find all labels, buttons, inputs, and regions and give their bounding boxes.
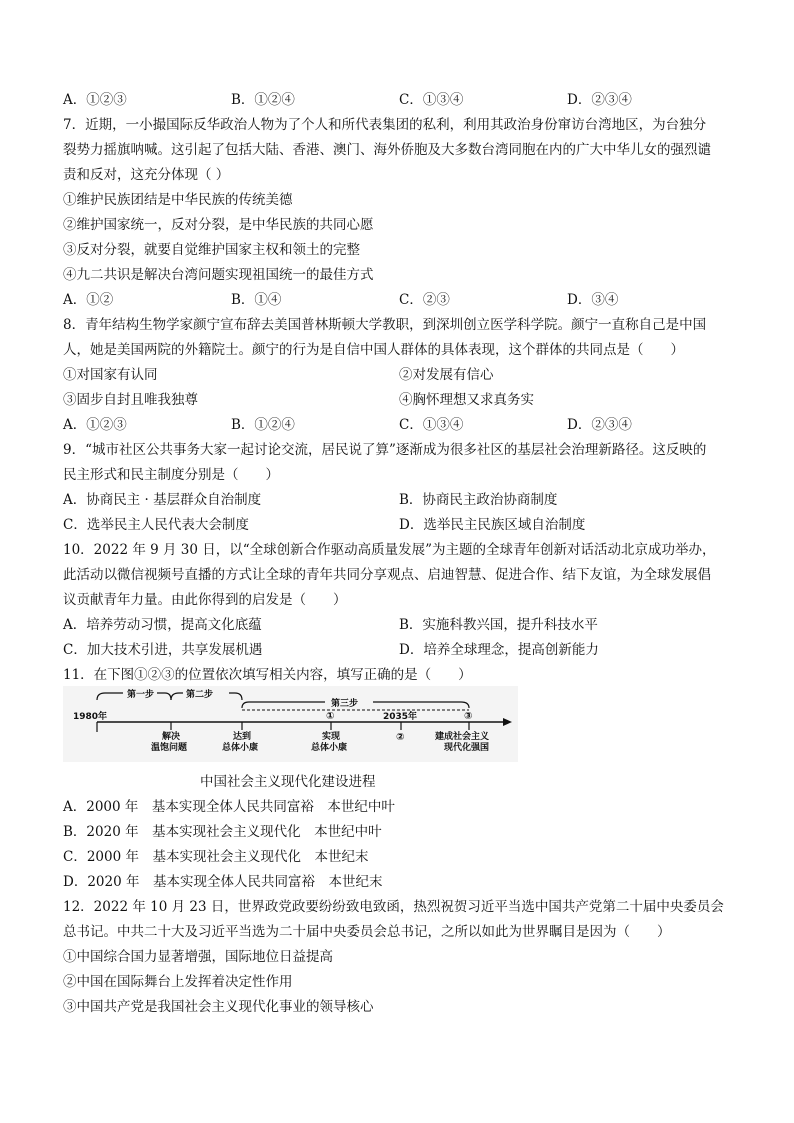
q9-option-d: D．选举民主民族区域自治制度 [399, 517, 586, 533]
q12-statement: ①中国综合国力显著增强，国际地位日益提高 [63, 949, 333, 965]
q7-stem-line: 7．近期，一小撮国际反华政治人物为了个人和所代表集团的私利，利用其政治身份窜访台湾地区，为台独分 [63, 117, 707, 133]
figure-caption: 中国社会主义现代化建设进程 [200, 774, 376, 790]
q8-statement: ③固步自封且唯我独尊 [63, 392, 198, 408]
q8-option-c: C．①③④ [399, 417, 464, 433]
milestone-label: 实现 [322, 732, 341, 742]
q6-option-c: C．①③④ [399, 92, 464, 108]
q10-option-a: A．培养劳动习惯，提高文化底蕴 [63, 617, 262, 633]
q11-option-b: B．2020 年 基本实现社会主义现代化 本世纪中叶 [63, 824, 382, 840]
q10-option-d: D．培养全球理念，提高创新能力 [399, 642, 599, 658]
q7-option-a: A．①② [63, 292, 114, 308]
blank-mark-1: ① [326, 711, 335, 722]
q8-option-d: D．②③④ [567, 417, 632, 433]
q9-option-b: B．协商民主政治协商制度 [399, 492, 558, 508]
q11-option-d: D．2020 年 基本实现全体人民共同富裕 本世纪末 [63, 874, 383, 890]
q7-statement: ①维护民族团结是中华民族的传统美德 [63, 192, 293, 208]
modernization-timeline-figure [63, 686, 518, 762]
q8-statement: ①对国家有认同 [63, 367, 158, 383]
q9-option-c: C．选举民主人民代表大会制度 [63, 517, 249, 533]
milestone-label: 解决 [162, 732, 181, 742]
q9-stem-line: 9．“城市社区公共事务大家一起讨论交流，居民说了算”逐渐成为很多社区的基层社会治理新路径。这反映的 [63, 442, 707, 458]
milestone-label: 总体小康 [311, 743, 348, 753]
q8-statement: ④胸怀理想又求真务实 [399, 392, 534, 408]
q11-stem: 11．在下图①②③的位置依次填写相关内容，填写正确的是（ ） [63, 667, 472, 683]
milestone-label: 达到 [233, 732, 252, 742]
q10-stem-line: 议贡献青年力量。由此你得到的启发是（ ） [63, 592, 347, 608]
q10-option-b: B．实施科教兴国，提升科技水平 [399, 617, 598, 633]
q10-stem-line: 10．2022 年 9 月 30 日，以“全球创新合作驱动高质量发展”为主题的全球青年创新对话活动北京成功举办， [63, 542, 716, 558]
q6-option-b: B．①②④ [231, 92, 295, 108]
q11-option-c: C．2000 年 基本实现社会主义现代化 本世纪末 [63, 849, 369, 865]
q12-stem-line: 总书记。中共二十大及习近平当选为二十届中央委员会总书记，之所以如此为世界瞩目是因为（ ） [63, 924, 671, 940]
q6-option-d: D．②③④ [567, 92, 632, 108]
milestone-label: 温饱问题 [151, 743, 188, 753]
q10-option-c: C．加大技术引进，共享发展机遇 [63, 642, 263, 658]
q8-stem-line: 人，她是美国两院的外籍院士。颜宁的行为是自信中国人群体的具体表现，这个群体的共同点是（ ） [63, 342, 684, 358]
q6-option-a: A．①②③ [63, 92, 127, 108]
q7-option-c: C．②③ [399, 292, 450, 308]
q7-statement: ②维护国家统一，反对分裂，是中华民族的共同心愿 [63, 217, 374, 233]
q7-stem-line: 裂势力摇旗呐喊。这引起了包括大陆、香港、澳门、海外侨胞及大多数台湾同胞在内的广大中华儿女的强烈谴 [63, 142, 711, 158]
q11-option-a: A．2000 年 基本实现全体人民共同富裕 本世纪中叶 [63, 799, 395, 815]
q12-stem-line: 12．2022 年 10 月 23 日，世界政党政要纷纷致电致函，热烈祝贺习近平当选中国共产党第二十届中央委员会 [63, 899, 724, 915]
milestone-label: 建成社会主义 [435, 732, 490, 742]
q7-option-d: D．③④ [567, 292, 619, 308]
q8-option-b: B．①②④ [231, 417, 295, 433]
milestone-label: 现代化强国 [444, 743, 490, 753]
q12-statement: ②中国在国际舞台上发挥着决定性作用 [63, 974, 293, 990]
step1-label: 第一步 [127, 690, 155, 700]
q9-stem-line: 民主形式和民主制度分别是（ ） [63, 467, 279, 483]
step2-label: 第二步 [186, 690, 214, 700]
step3-label: 第三步 [331, 699, 359, 709]
q8-option-a: A．①②③ [63, 417, 127, 433]
year-2035-label: 2035年 [383, 712, 418, 722]
q7-statement: ③反对分裂，就要自觉维护国家主权和领土的完整 [63, 242, 360, 258]
blank-mark-2: ② [396, 732, 405, 743]
q7-option-b: B．①④ [231, 292, 282, 308]
q7-statement: ④九二共识是解决台湾问题实现祖国统一的最佳方式 [63, 267, 374, 283]
milestone-label: 总体小康 [222, 743, 259, 753]
q8-statement: ②对发展有信心 [399, 367, 494, 383]
q7-stem-line: 责和反对，这充分体现（ ） [63, 167, 230, 183]
q9-option-a: A．协商民主 · 基层群众自治制度 [63, 492, 262, 508]
q10-stem-line: 此活动以微信视频号直播的方式让全球的青年共同分享观点、启迪智慧、促进合作、结下友谊，为全球发展倡 [63, 567, 711, 583]
blank-mark-3: ③ [464, 711, 473, 722]
q8-stem-line: 8．青年结构生物学家颜宁宣布辞去美国普林斯顿大学教职，到深圳创立医学科学院。颜宁一直称自己是中国 [63, 317, 707, 333]
q12-statement: ③中国共产党是我国社会主义现代化事业的领导核心 [63, 999, 374, 1015]
year-1980-label: 1980年 [73, 712, 108, 722]
